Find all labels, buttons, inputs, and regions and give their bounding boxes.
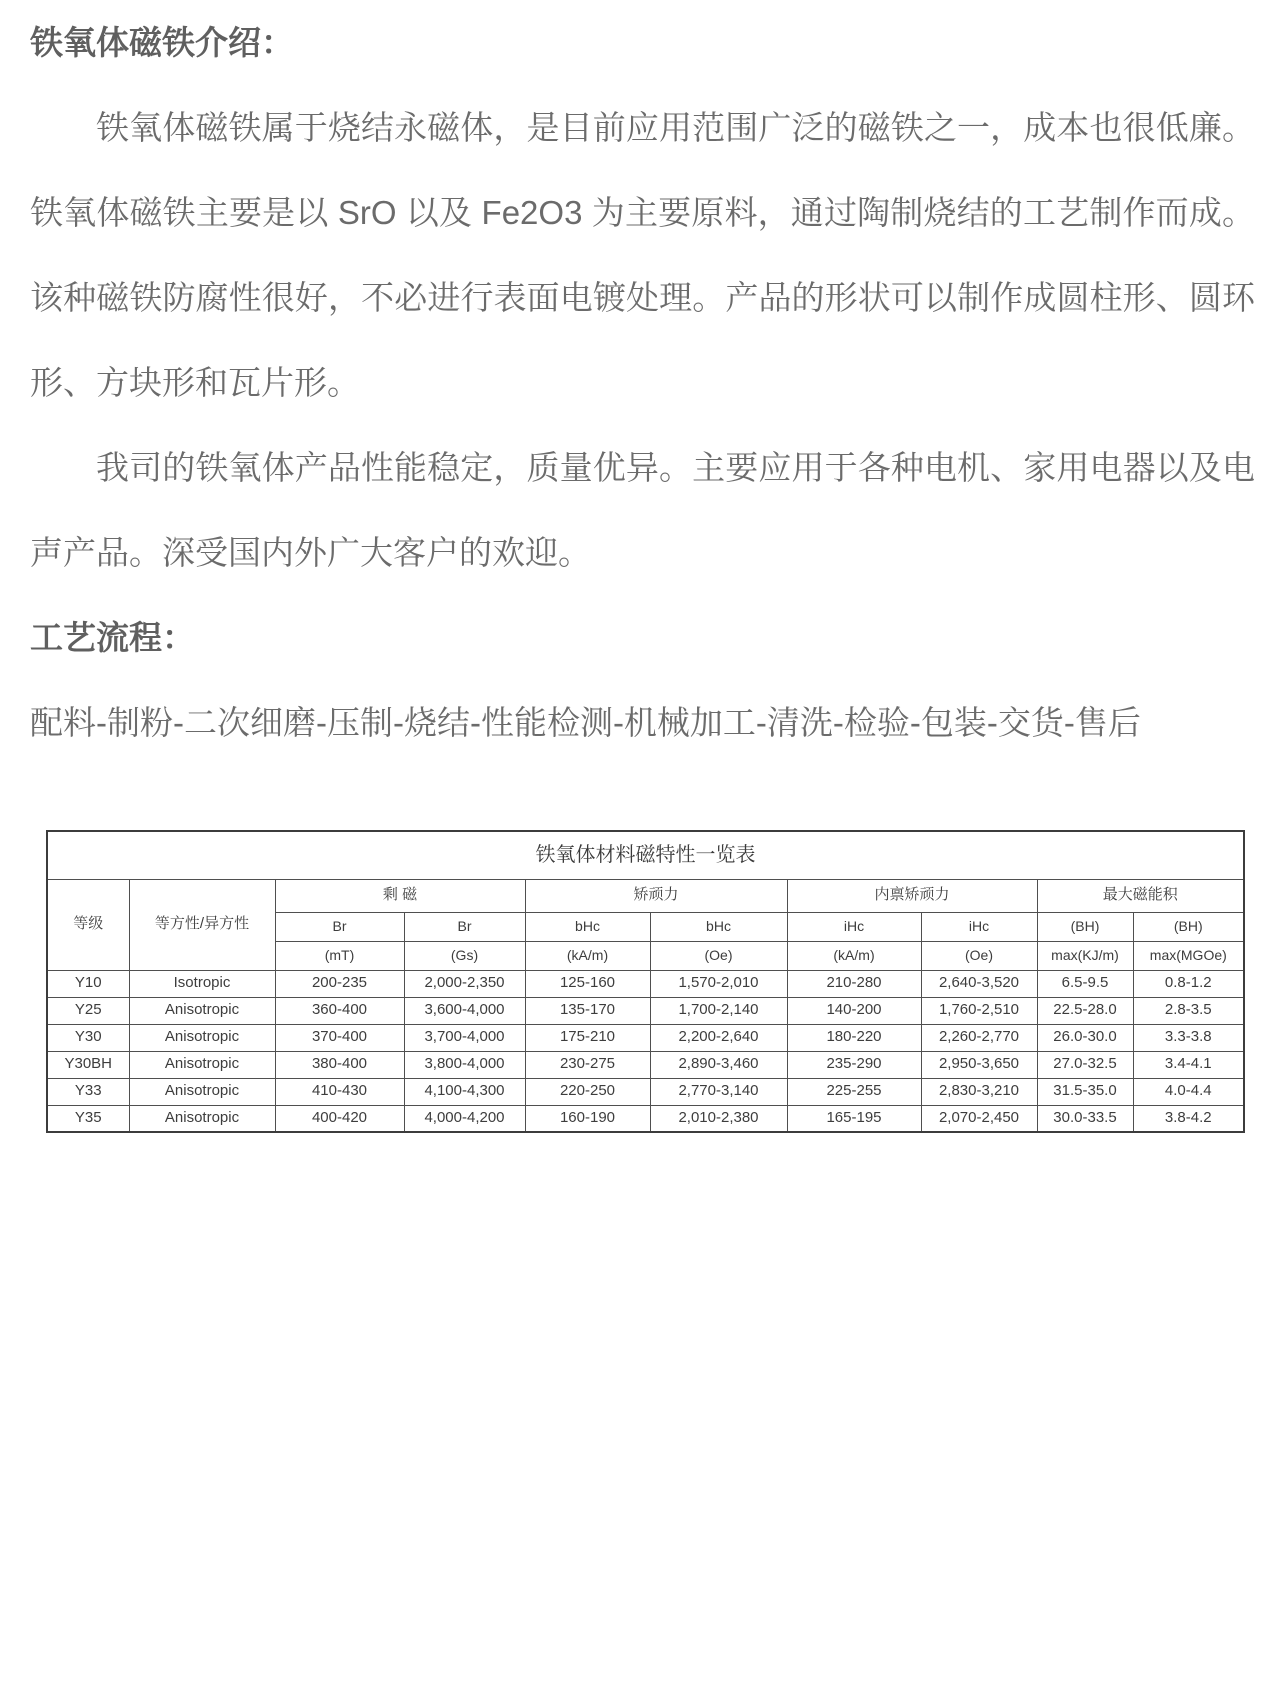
table-row xyxy=(47,1078,1244,1105)
table-cell: 220-250 xyxy=(525,1078,650,1105)
table-cell: 4,100-4,300 xyxy=(404,1078,525,1105)
table-cell: Y25 xyxy=(47,997,129,1024)
table-cell: 410-430 xyxy=(275,1078,404,1105)
table-cell: Anisotropic xyxy=(129,1105,275,1132)
header-intrinsic-coercivity-group: 内禀矫顽力 xyxy=(787,879,1037,912)
header-unit-max-kjm: max(KJ/m) xyxy=(1037,941,1133,970)
header-max-energy-product-group: 最大磁能积 xyxy=(1037,879,1244,912)
table-cell: Y35 xyxy=(47,1105,129,1132)
table-cell: Y10 xyxy=(47,970,129,997)
table-cell: 31.5-35.0 xyxy=(1037,1078,1133,1105)
table-cell: 180-220 xyxy=(787,1024,921,1051)
header-bhc-oe: bHc xyxy=(650,912,787,941)
table-cell: 3.4-4.1 xyxy=(1133,1051,1244,1078)
table-cell: Y30 xyxy=(47,1024,129,1051)
table-cell: 210-280 xyxy=(787,970,921,997)
header-bh-mgoe: (BH) xyxy=(1133,912,1244,941)
process-flow-text: 配料-制粉-二次细磨-压制-烧结-性能检测-机械加工-清洗-检验-包装-交货-售后 xyxy=(30,704,1141,741)
process-heading: 工艺流程： xyxy=(30,619,195,656)
table-cell: 2,640-3,520 xyxy=(921,970,1037,997)
table-cell: 2,890-3,460 xyxy=(650,1051,787,1078)
table-cell: 135-170 xyxy=(525,997,650,1024)
table-cell: 160-190 xyxy=(525,1105,650,1132)
intro-paragraph-2: 我司的铁氧体产品性能稳定，质量优异。主要应用于各种电机、家用电器以及电声产品。深受国内外广大客户的欢迎。 xyxy=(30,449,1255,571)
header-unit-oe-2: (Oe) xyxy=(921,941,1037,970)
table-cell: 4,000-4,200 xyxy=(404,1105,525,1132)
table-cell: 200-235 xyxy=(275,970,404,997)
table-cell: 165-195 xyxy=(787,1105,921,1132)
table-cell: 175-210 xyxy=(525,1024,650,1051)
table-row xyxy=(47,1051,1244,1078)
header-unit-oe-1: (Oe) xyxy=(650,941,787,970)
table-cell: Anisotropic xyxy=(129,997,275,1024)
intro-paragraph-1: 铁氧体磁铁属于烧结永磁体，是目前应用范围广泛的磁铁之一，成本也很低廉。铁氧体磁铁主要是以 SrO 以及 Fe2O3 为主要原料，通过陶制烧结的工艺制作而成。该种磁铁防腐性很好，不必进行表面电镀处理。产品的形状可以制作成圆柱形、圆环形、方块形和瓦片形。 xyxy=(30,109,1255,401)
table-cell: 2,200-2,640 xyxy=(650,1024,787,1051)
table-cell: 1,760-2,510 xyxy=(921,997,1037,1024)
header-unit-mt: (mT) xyxy=(275,941,404,970)
table-cell: 125-160 xyxy=(525,970,650,997)
table-cell: 2.8-3.5 xyxy=(1133,997,1244,1024)
header-isotropy: 等方性/异方性 xyxy=(129,879,275,970)
header-bhc-kam: bHc xyxy=(525,912,650,941)
table-cell: 26.0-30.0 xyxy=(1037,1024,1133,1051)
table-cell: 22.5-28.0 xyxy=(1037,997,1133,1024)
table-cell: 0.8-1.2 xyxy=(1133,970,1244,997)
table-cell: 230-275 xyxy=(525,1051,650,1078)
header-coercivity-group: 矫顽力 xyxy=(525,879,787,912)
table-cell: 1,570-2,010 xyxy=(650,970,787,997)
table-cell: 400-420 xyxy=(275,1105,404,1132)
table-group-header-row xyxy=(47,879,1244,912)
table-body xyxy=(47,970,1244,1132)
table-cell: Y33 xyxy=(47,1078,129,1105)
table-cell: 3.3-3.8 xyxy=(1133,1024,1244,1051)
table-cell: 30.0-33.5 xyxy=(1037,1105,1133,1132)
table-cell: Anisotropic xyxy=(129,1024,275,1051)
header-br-mt: Br xyxy=(275,912,404,941)
magnetic-properties-table xyxy=(46,830,1245,1133)
header-unit-gs: (Gs) xyxy=(404,941,525,970)
table-cell: 380-400 xyxy=(275,1051,404,1078)
table-cell: Anisotropic xyxy=(129,1078,275,1105)
table-cell: 2,070-2,450 xyxy=(921,1105,1037,1132)
header-unit-max-mgoe: max(MGOe) xyxy=(1133,941,1244,970)
table-cell: 360-400 xyxy=(275,997,404,1024)
header-bh-kjm: (BH) xyxy=(1037,912,1133,941)
table-cell: 2,830-3,210 xyxy=(921,1078,1037,1105)
table-row xyxy=(47,970,1244,997)
table-cell: Anisotropic xyxy=(129,1051,275,1078)
table-row xyxy=(47,1024,1244,1051)
header-unit-kam-2: (kA/m) xyxy=(787,941,921,970)
table-cell: 235-290 xyxy=(787,1051,921,1078)
header-br-gs: Br xyxy=(404,912,525,941)
header-ihc-kam: iHc xyxy=(787,912,921,941)
table-cell: 140-200 xyxy=(787,997,921,1024)
intro-heading: 铁氧体磁铁介绍： xyxy=(30,24,294,61)
table-cell: 3,600-4,000 xyxy=(404,997,525,1024)
table-row xyxy=(47,1105,1244,1132)
header-grade: 等级 xyxy=(47,879,129,970)
table-cell: 3,800-4,000 xyxy=(404,1051,525,1078)
table-cell: Isotropic xyxy=(129,970,275,997)
table-cell: 4.0-4.4 xyxy=(1133,1078,1244,1105)
header-ihc-oe: iHc xyxy=(921,912,1037,941)
table-cell: 2,770-3,140 xyxy=(650,1078,787,1105)
header-remanence-group: 剩 磁 xyxy=(275,879,525,912)
table-row xyxy=(47,997,1244,1024)
table-title: 铁氧体材料磁特性一览表 xyxy=(47,831,1244,879)
table-cell: 2,010-2,380 xyxy=(650,1105,787,1132)
table-cell: 3,700-4,000 xyxy=(404,1024,525,1051)
table-cell: 2,950-3,650 xyxy=(921,1051,1037,1078)
table-cell: 1,700-2,140 xyxy=(650,997,787,1024)
table-cell: 225-255 xyxy=(787,1078,921,1105)
table-cell: 6.5-9.5 xyxy=(1037,970,1133,997)
table-cell: 3.8-4.2 xyxy=(1133,1105,1244,1132)
table-cell: Y30BH xyxy=(47,1051,129,1078)
table-cell: 2,260-2,770 xyxy=(921,1024,1037,1051)
table-cell: 370-400 xyxy=(275,1024,404,1051)
table-cell: 27.0-32.5 xyxy=(1037,1051,1133,1078)
table-title-row xyxy=(47,831,1244,879)
table-cell: 2,000-2,350 xyxy=(404,970,525,997)
header-unit-kam-1: (kA/m) xyxy=(525,941,650,970)
document-body xyxy=(30,0,1255,765)
